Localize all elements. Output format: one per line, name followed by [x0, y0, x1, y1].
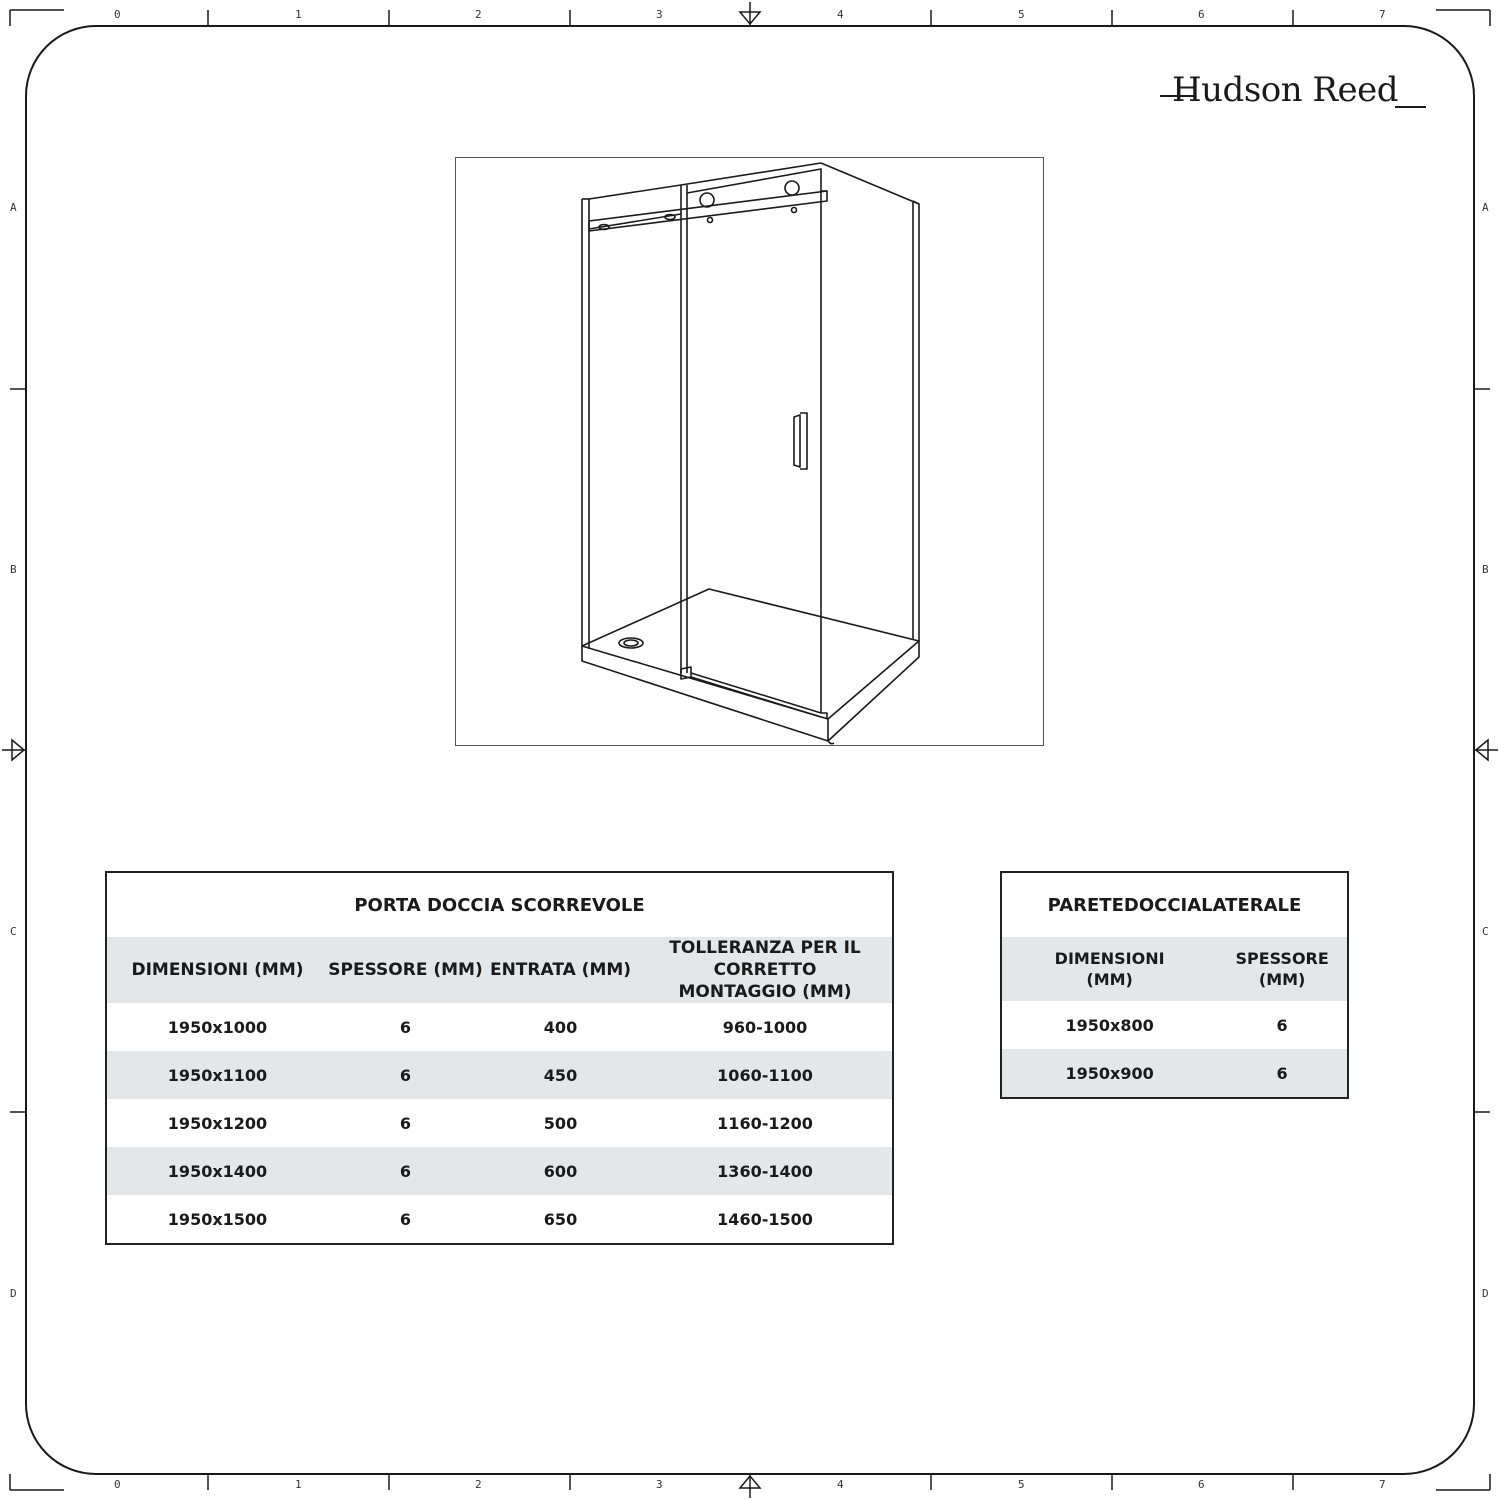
- ruler-row-c-right: C: [1482, 925, 1489, 938]
- side-panel-table-title: PARETEDOCCIALATERALE: [1047, 894, 1302, 916]
- table-cell: 1060-1100: [638, 1051, 893, 1099]
- table-cell: 6: [399, 1017, 412, 1037]
- ruler-row-b-left: B: [10, 563, 17, 576]
- table-cell: 1160-1200: [717, 1113, 813, 1133]
- shower-enclosure-illustration: [456, 158, 1043, 745]
- table-cell: 6: [399, 1209, 412, 1229]
- table-cell: 1360-1400: [638, 1147, 893, 1195]
- header-cell: SPESSORE (MM): [1217, 937, 1348, 1001]
- table-cell: 1950x900: [1001, 1049, 1217, 1098]
- table-cell: 1460-1500: [717, 1209, 813, 1229]
- header-cell: ENTRATA (MM): [483, 937, 638, 1003]
- ruler-col-4-top: 4: [837, 8, 844, 21]
- ruler-row-a-right: A: [1482, 201, 1489, 214]
- table-cell: 1950x1400: [106, 1147, 328, 1195]
- ruler-row-d-left: D: [10, 1287, 17, 1300]
- ruler-row-c-left: C: [10, 925, 17, 938]
- logo-text: Hudson Reed: [1172, 70, 1399, 110]
- table-cell: 6: [1217, 1049, 1348, 1098]
- table-row: [1001, 1001, 1348, 1049]
- ruler-row-b-right: B: [1482, 563, 1489, 576]
- ruler-col-2-top: 2: [475, 8, 482, 21]
- table-cell: 6: [328, 1051, 483, 1099]
- header-cell: DIMENSIONI (MM): [106, 937, 328, 1003]
- table-row: [106, 1051, 893, 1099]
- ruler-col-1-bottom: 1: [295, 1478, 302, 1491]
- ruler-col-5-top: 5: [1018, 8, 1025, 21]
- table-cell: 500: [543, 1113, 578, 1133]
- table-cell: 1950x800: [1065, 1015, 1154, 1035]
- table-cell: 6: [399, 1113, 412, 1133]
- ruler-col-5-bottom: 5: [1018, 1478, 1025, 1491]
- ruler-col-3-top: 3: [656, 8, 663, 21]
- ruler-row-d-right: D: [1482, 1287, 1489, 1300]
- sliding-door-table: [105, 871, 894, 1245]
- ruler-col-1-top: 1: [295, 8, 302, 21]
- ruler-row-a-left: A: [10, 201, 17, 214]
- header-cell: SPESSORE (MM): [328, 937, 483, 1003]
- shower-enclosure-drawing: [455, 157, 1044, 746]
- side-panel-table: [1000, 871, 1349, 1099]
- header-cell: TOLLERANZA PER IL CORRETTO MONTAGGIO (MM): [638, 937, 893, 1003]
- ruler-col-2-bottom: 2: [475, 1478, 482, 1491]
- ruler-col-7-bottom: 7: [1379, 1478, 1386, 1491]
- table-cell: 6: [1276, 1015, 1288, 1035]
- brand-logo: [1160, 70, 1430, 120]
- sliding-door-table-title: PORTA DOCCIA SCORREVOLE: [354, 894, 645, 916]
- table-row: [106, 1099, 893, 1147]
- ruler-col-7-top: 7: [1379, 8, 1386, 21]
- table-cell: 450: [483, 1051, 638, 1099]
- table-cell: 650: [543, 1209, 578, 1229]
- table-row: [106, 1003, 893, 1051]
- ruler-col-6-bottom: 6: [1198, 1478, 1205, 1491]
- ruler-col-6-top: 6: [1198, 8, 1205, 21]
- table-cell: 1950x1100: [106, 1051, 328, 1099]
- table-cell: 400: [543, 1017, 578, 1037]
- ruler-col-0-top: 0: [114, 8, 121, 21]
- ruler-col-0-bottom: 0: [114, 1478, 121, 1491]
- table-row: [106, 1147, 893, 1195]
- ruler-col-4-bottom: 4: [837, 1478, 844, 1491]
- table-row: [106, 1195, 893, 1244]
- table-cell: 960-1000: [722, 1017, 808, 1037]
- table-cell: 6: [328, 1147, 483, 1195]
- header-cell: DIMENSIONI (MM): [1001, 937, 1217, 1001]
- table-row: [1001, 1049, 1348, 1098]
- ruler-col-3-bottom: 3: [656, 1478, 663, 1491]
- table-cell: 1950x1200: [167, 1113, 268, 1133]
- table-cell: 1950x1000: [167, 1017, 268, 1037]
- table-header-row: [1001, 937, 1348, 1001]
- table-header-row: [106, 937, 893, 1003]
- table-cell: 600: [483, 1147, 638, 1195]
- table-cell: 1950x1500: [167, 1209, 268, 1229]
